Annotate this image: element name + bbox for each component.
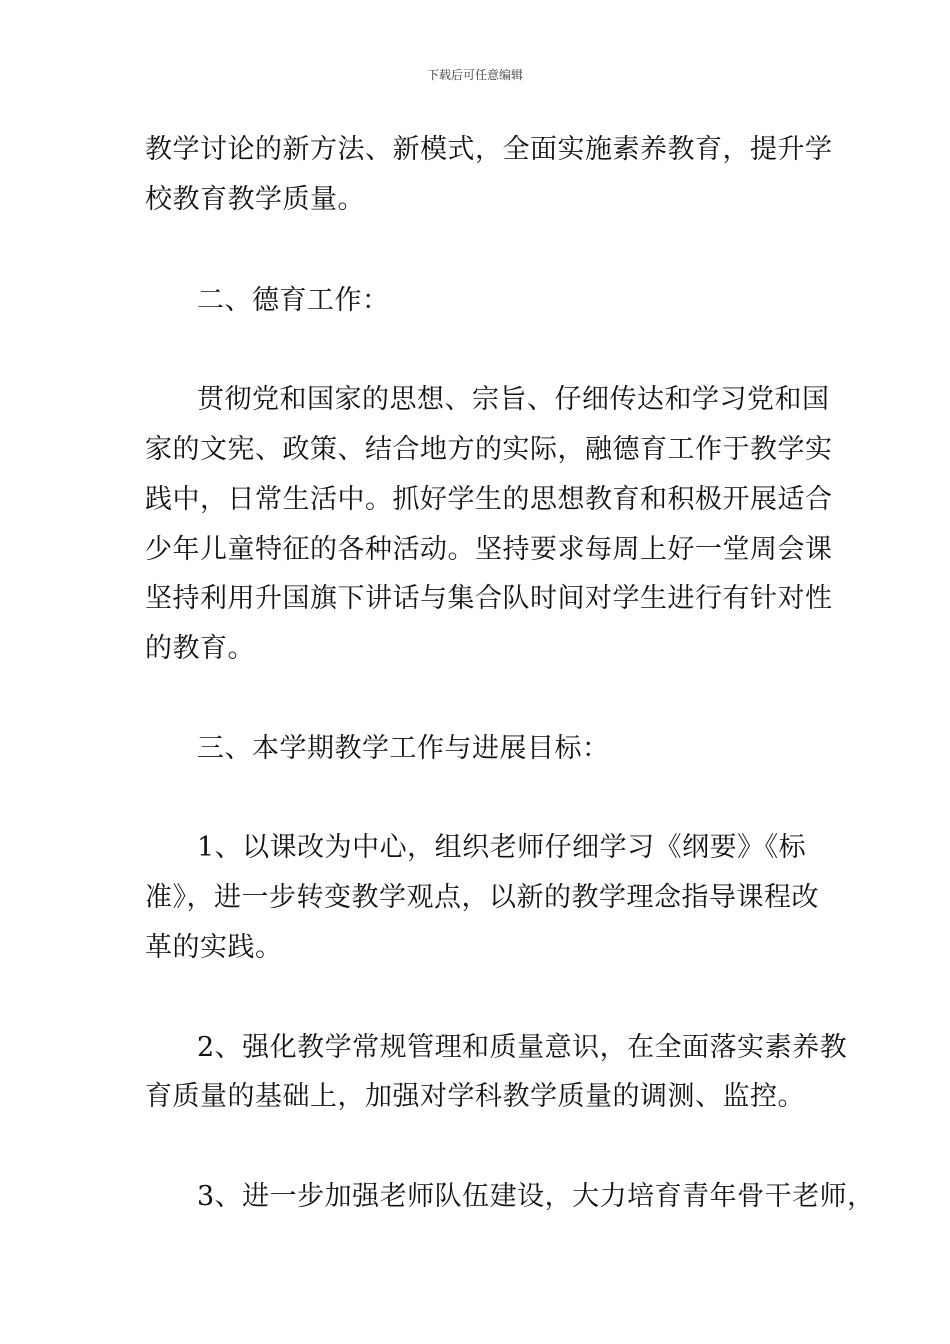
section-heading: 三、本学期教学工作与进展目标：: [197, 733, 610, 764]
text-line: 革的实践。: [145, 932, 283, 963]
text-line: 少年儿童特征的各种活动。坚持要求每周上好一堂周会课: [145, 534, 833, 565]
text-line: 践中，日常生活中。抓好学生的思想教育和积极开展适合: [145, 484, 833, 515]
text-line: 坚持利用升国旗下讲话与集合队时间对学生进行有针对性: [145, 583, 833, 614]
text-line: 3、进一步加强老师队伍建设，大力培育青年骨干老师，: [197, 1181, 875, 1212]
text-line: 校教育教学质量。: [145, 184, 365, 215]
text-line: 1、以课改为中心，组织老师仔细学习《纲要》《标: [197, 832, 807, 863]
page-header: 下载后可任意编辑: [426, 68, 523, 82]
text-line: 教学讨论的新方法、新模式，全面实施素养教育，提升学: [145, 134, 833, 165]
text-line: 家的文宪、政策、结合地方的实际，融德育工作于教学实: [145, 434, 833, 465]
section-heading: 二、德育工作：: [197, 285, 390, 316]
text-line: 的教育。: [145, 633, 255, 664]
text-line: 2、强化教学常规管理和质量意识，在全面落实素养教: [197, 1032, 848, 1063]
text-line: 育质量的基础上，加强对学科教学质量的调测、监控。: [145, 1081, 805, 1112]
text-line: 准》，进一步转变教学观点，以新的教学理念指导课程改: [145, 882, 819, 913]
text-line: 贯彻党和国家的思想、宗旨、仔细传达和学习党和国: [197, 384, 830, 415]
